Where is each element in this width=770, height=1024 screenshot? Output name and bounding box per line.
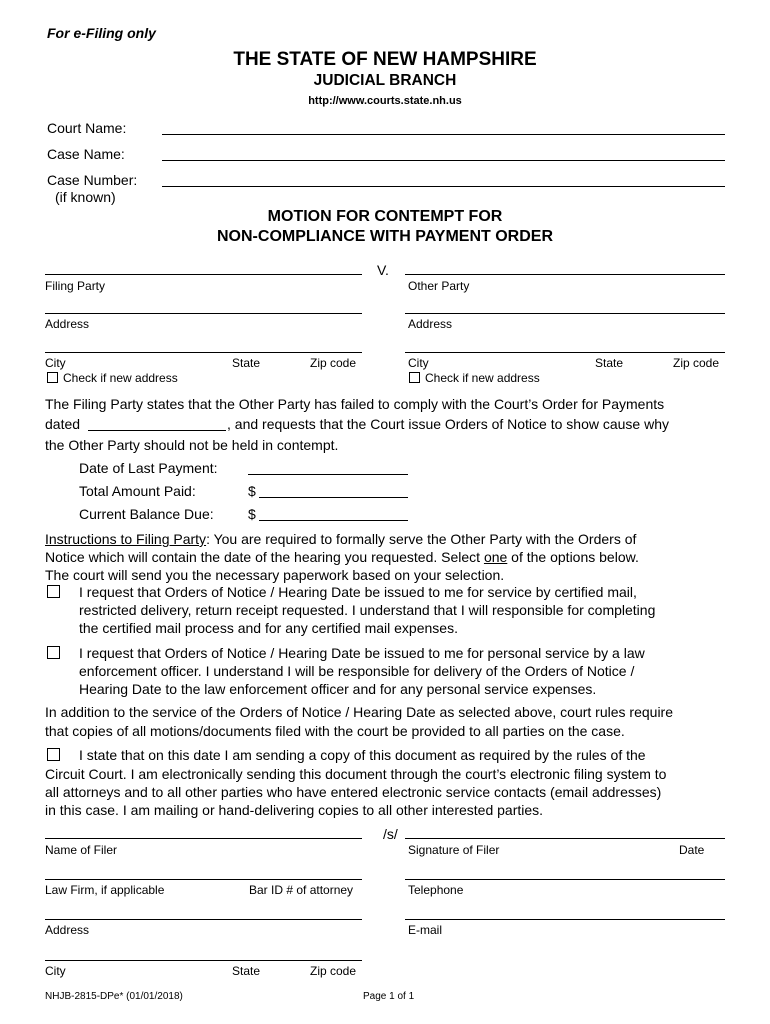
signature-of-filer-label: Signature of Filer: [408, 843, 500, 857]
certification-line2: Circuit Court. I am electronically sending this document through the court’s electronic filing system to: [45, 766, 667, 782]
personal-option-line3: Hearing Date to the law enforcement officer and for any personal service expenses.: [79, 681, 597, 697]
case-number-label: Case Number:: [47, 172, 138, 188]
filing-new-address-label: Check if new address: [63, 371, 178, 385]
other-new-address-checkbox[interactable]: [409, 372, 420, 383]
motion-title-line1: MOTION FOR CONTEMPT FOR: [267, 208, 503, 225]
other-city-field[interactable]: [405, 352, 725, 353]
total-paid-currency: $: [248, 483, 256, 499]
filing-state-label: State: [232, 356, 261, 370]
instructions-line1-text: : You are required to formally serve the Other Party with the Orders of: [206, 531, 637, 547]
personal-option-line2: enforcement officer. I understand I will be responsible for delivery of the Orders of Notice /: [79, 663, 635, 679]
total-paid-label: Total Amount Paid:: [79, 483, 196, 499]
other-city-label: City: [408, 356, 429, 370]
order-date-field[interactable]: [88, 430, 226, 431]
versus-mark: V.: [377, 262, 389, 278]
other-party-label: Other Party: [408, 279, 470, 293]
date-label: Date: [679, 843, 705, 857]
law-firm-label: Law Firm, if applicable: [45, 883, 165, 897]
telephone-label: Telephone: [408, 883, 464, 897]
statement-line1: The Filing Party states that the Other Party has failed to comply with the Court’s Order for Payments: [45, 396, 665, 412]
filer-address-field[interactable]: [45, 919, 362, 920]
filing-address-field[interactable]: [45, 313, 362, 314]
certified-option-line3: the certified mail process and for any certified mail expenses.: [79, 620, 458, 636]
s-mark: /s/: [383, 826, 398, 842]
filing-zip-label: Zip code: [310, 356, 357, 370]
filer-city-field[interactable]: [45, 960, 362, 961]
other-state-label: State: [595, 356, 624, 370]
filing-city-field[interactable]: [45, 352, 362, 353]
court-name-field[interactable]: [162, 134, 725, 135]
statement-dated-label: dated: [45, 416, 81, 432]
service-rule-line1: In addition to the service of the Orders of Notice / Hearing Date as selected above, court rules require: [45, 704, 673, 720]
email-field[interactable]: [405, 919, 725, 920]
page-number: Page 1 of 1: [363, 991, 415, 1002]
balance-due-label: Current Balance Due:: [79, 506, 214, 522]
last-payment-field[interactable]: [248, 474, 408, 475]
statement-line2-rest: , and requests that the Court issue Orders of Notice to show cause why: [227, 416, 669, 432]
other-address-label: Address: [408, 317, 453, 331]
name-of-filer-field[interactable]: [45, 838, 362, 839]
case-name-label: Case Name:: [47, 146, 125, 162]
court-name-label: Court Name:: [47, 120, 127, 136]
service-rule-line2: that copies of all motions/documents filed with the court be provided to all parties on the case.: [45, 723, 625, 739]
instructions-line2-text: Notice which will contain the date of the hearing you requested. Select: [45, 549, 484, 565]
filer-city-label: City: [45, 964, 66, 978]
filer-address-label: Address: [45, 923, 90, 937]
personal-option-line1: I request that Orders of Notice / Hearing Date be issued to me for personal service by a law: [79, 645, 645, 661]
instructions-one: one: [483, 549, 508, 565]
filing-new-address-checkbox[interactable]: [47, 372, 58, 383]
court-url: http://www.courts.state.nh.us: [308, 95, 462, 107]
case-number-field[interactable]: [162, 186, 725, 187]
instructions-line2-end: of the options below.: [507, 549, 639, 565]
filing-party-field[interactable]: [45, 274, 362, 275]
personal-service-checkbox[interactable]: [47, 646, 60, 659]
efiling-note: For e-Filing only: [47, 25, 156, 41]
certified-option-line2: restricted delivery, return receipt requested. I understand that I will responsible for completing: [79, 602, 656, 618]
motion-title-line2: NON-COMPLIANCE WITH PAYMENT ORDER: [217, 228, 553, 245]
instructions-line1: [45, 530, 636, 549]
certification-line4: in this case. I am mailing or hand-delivering copies to all other interested parties.: [45, 802, 544, 818]
case-name-field[interactable]: [162, 160, 725, 161]
other-new-address-label: Check if new address: [425, 371, 540, 385]
email-label: E-mail: [408, 923, 443, 937]
filing-party-label: Filing Party: [45, 279, 106, 293]
filing-city-label: City: [45, 356, 66, 370]
law-firm-field[interactable]: [45, 879, 362, 880]
other-party-field[interactable]: [405, 274, 725, 275]
branch-heading: JUDICIAL BRANCH: [313, 72, 457, 89]
last-payment-label: Date of Last Payment:: [79, 460, 218, 476]
name-of-filer-label: Name of Filer: [45, 843, 118, 857]
certification-line1: I state that on this date I am sending a copy of this document as required by the rules of the: [79, 747, 646, 763]
telephone-field[interactable]: [405, 879, 725, 880]
form-id: NHJB-2815-DPe* (01/01/2018): [45, 991, 183, 1002]
bar-id-label: Bar ID # of attorney: [249, 883, 354, 897]
filer-state-label: State: [232, 964, 261, 978]
filer-zip-label: Zip code: [310, 964, 357, 978]
signature-field[interactable]: [405, 838, 725, 839]
if-known-note: (if known): [55, 189, 116, 205]
statement-line3: the Other Party should not be held in contempt.: [45, 437, 339, 453]
total-paid-field[interactable]: [259, 497, 408, 498]
other-zip-label: Zip code: [673, 356, 720, 370]
other-address-field[interactable]: [405, 313, 725, 314]
instructions-heading: Instructions to Filing Party: [45, 531, 207, 547]
balance-due-currency: $: [248, 506, 256, 522]
state-heading: THE STATE OF NEW HAMPSHIRE: [233, 49, 537, 70]
instructions-line3: The court will send you the necessary paperwork based on your selection.: [45, 567, 505, 583]
filing-address-label: Address: [45, 317, 90, 331]
balance-due-field[interactable]: [259, 520, 408, 521]
instructions-line2: [45, 548, 639, 567]
certification-line3: all attorneys and to all other parties who have entered electronic service contacts (email addresses): [45, 784, 662, 800]
certified-mail-checkbox[interactable]: [47, 585, 60, 598]
certified-option-line1: I request that Orders of Notice / Hearing Date be issued to me for service by certified mail,: [79, 584, 637, 600]
certification-checkbox[interactable]: [47, 748, 60, 761]
